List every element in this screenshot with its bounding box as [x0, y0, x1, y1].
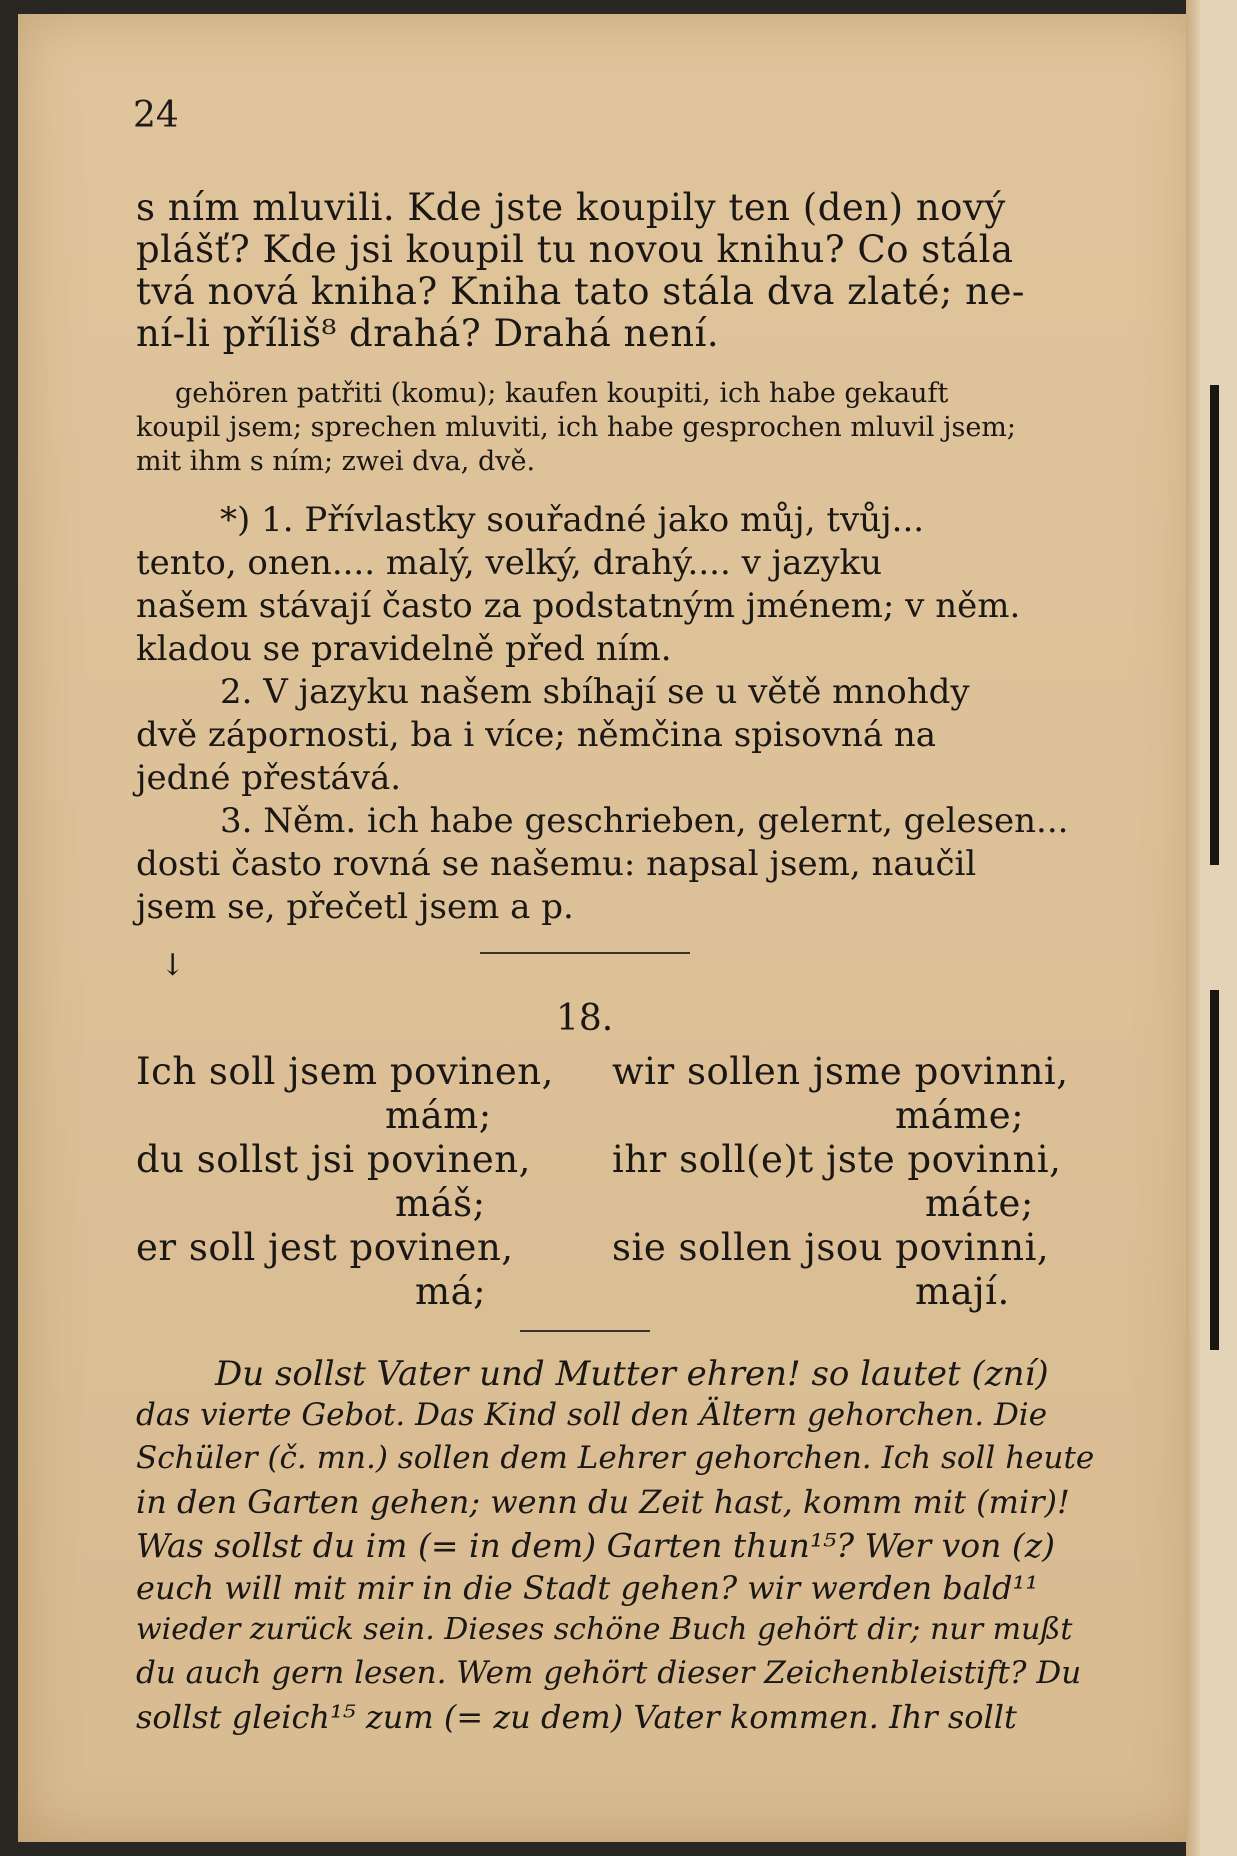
paragraph2-line: wieder zurück sein. Dieses schöne Buch gehört dir; nur mußt	[136, 1612, 1073, 1647]
section-divider	[480, 952, 690, 954]
paragraph1-line: tvá nová kniha? Kniha tato stála dva zlaté; ne-	[136, 270, 1025, 313]
paragraph1-line: plášť? Kde jsi koupil tu novou knihu? Co stála	[136, 228, 1014, 271]
section-number: 18.	[556, 998, 614, 1039]
note-line: jedné přestává.	[136, 758, 402, 798]
conj-left: er soll jest povinen,	[136, 1226, 514, 1269]
vocab-line: mit ihm s ním; zwei dva, dvě.	[136, 446, 536, 477]
vocab-line: koupil jsem; sprechen mluviti, ich habe gesprochen mluvil jsem;	[136, 412, 1017, 443]
note-line: *) 1. Přívlastky souřadné jako můj, tvůj...	[220, 500, 925, 540]
conj-right: wir sollen jsme povinni,	[612, 1050, 1069, 1093]
section-divider-2	[520, 1330, 650, 1332]
paragraph2-line: in den Garten gehen; wenn du Zeit hast, komm mit (mir)!	[136, 1483, 1070, 1521]
conj-right: mají.	[915, 1270, 1010, 1313]
note-line: tento, onen.... malý, velký, drahý.... v jazyku	[136, 543, 883, 583]
page-number: 24	[133, 95, 179, 136]
conj-left: Ich soll jsem povinen,	[136, 1050, 554, 1093]
conj-right: ihr soll(e)t jste povinni,	[612, 1138, 1062, 1181]
paragraph2-line: Schüler (č. mn.) sollen dem Lehrer gehorchen. Ich soll heute	[136, 1440, 1095, 1476]
conj-left: máš;	[395, 1182, 486, 1225]
margin-bar-lower	[1210, 990, 1219, 1350]
paragraph2-line: Du sollst Vater und Mutter ehren! so lautet (zní)	[215, 1354, 1049, 1394]
paragraph2-line: du auch gern lesen. Wem gehört dieser Zeichenbleistift? Du	[136, 1655, 1082, 1691]
note-line: 2. V jazyku našem sbíhají se u větě mnohdy	[220, 672, 970, 712]
note-line: našem stávají často za podstatným jménem; v něm.	[136, 586, 1021, 626]
note-line: 3. Něm. ich habe geschrieben, gelernt, gelesen...	[220, 801, 1069, 841]
paragraph1-line: s ním mluvili. Kde jste koupily ten (den) nový	[136, 186, 1006, 229]
paragraph2-line: Was sollst du im (= in dem) Garten thun¹⁵? Wer von (z)	[136, 1526, 1055, 1565]
paragraph2-line: sollst gleich¹⁵ zum (= zu dem) Vater kommen. Ihr sollt	[136, 1698, 1017, 1736]
conj-left: mám;	[385, 1094, 492, 1137]
note-line: dvě zápornosti, ba i více; němčina spisovná na	[136, 715, 937, 755]
note-line: dosti často rovná se našemu: napsal jsem, naučil	[136, 844, 977, 884]
vocab-line: gehören patřiti (komu); kaufen koupiti, ich habe gekauft	[175, 378, 949, 409]
margin-mark-left: ↓	[160, 948, 186, 983]
conj-left: má;	[415, 1270, 487, 1313]
note-line: kladou se pravidelně před ním.	[136, 629, 672, 669]
paragraph2-line: das vierte Gebot. Das Kind soll den Ältern gehorchen. Die	[136, 1397, 1048, 1433]
margin-bar-upper	[1210, 385, 1219, 865]
note-line: jsem se, přečetl jsem a p.	[136, 887, 574, 927]
conj-right: máme;	[895, 1094, 1025, 1137]
page-edge	[1200, 0, 1237, 1856]
conj-right: sie sollen jsou povinni,	[612, 1226, 1050, 1269]
conj-left: du sollst jsi povinen,	[136, 1138, 531, 1181]
paragraph2-line: euch will mit mir in die Stadt gehen? wir werden bald¹¹	[136, 1569, 1039, 1607]
conj-right: máte;	[925, 1182, 1034, 1225]
paragraph1-line: ní-li příliš⁸ drahá? Drahá není.	[136, 312, 720, 355]
